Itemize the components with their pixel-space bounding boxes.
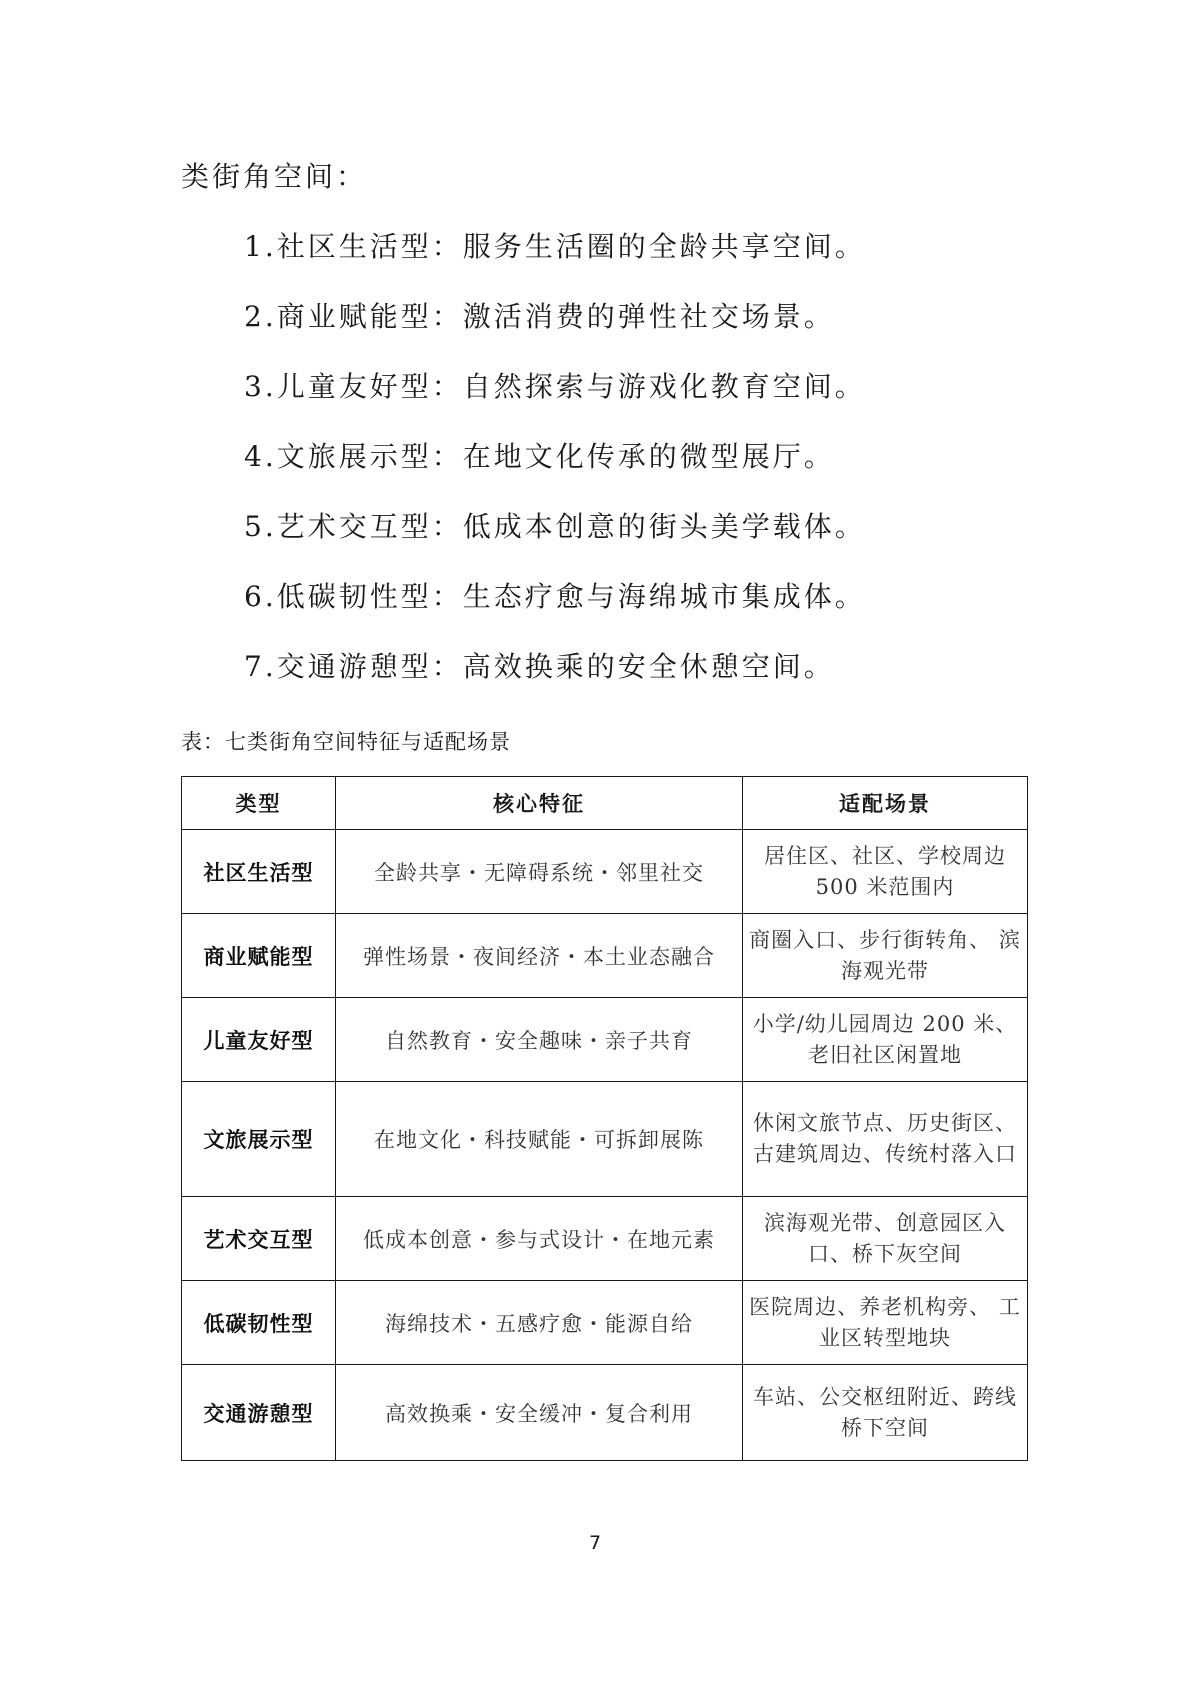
cell-scene: 居住区、社区、学校周边 500 米范围内 [743,830,1028,914]
cell-scene: 滨海观光带、创意园区入口、桥下灰空间 [743,1197,1028,1281]
cell-type: 交通游憩型 [182,1365,336,1461]
list-item: 7.交通游憩型：高效换乘的安全休憩空间。 [244,650,835,683]
cell-features: 全龄共享・无障碍系统・邻里社交 [336,830,743,914]
type-list [244,227,866,717]
list-item: 2.商业赋能型：激活消费的弹性社交场景。 [244,300,835,333]
cell-scene: 车站、公交枢纽附近、跨线桥下空间 [743,1365,1028,1461]
header-features: 核心特征 [336,777,743,830]
table-row [182,830,1028,914]
table-header-row [182,777,1028,830]
table-row [182,1365,1028,1461]
cell-type: 艺术交互型 [182,1197,336,1281]
list-item: 6.低碳韧性型：生态疗愈与海绵城市集成体。 [244,580,866,613]
cell-features: 高效换乘・安全缓冲・复合利用 [336,1365,743,1461]
cell-features: 在地文化・科技赋能・可拆卸展陈 [336,1082,743,1197]
header-type: 类型 [182,777,336,830]
cell-scene: 小学/幼儿园周边 200 米、老旧社区闲置地 [743,998,1028,1082]
space-type-table [181,776,1028,1461]
cell-features: 低成本创意・参与式设计・在地元素 [336,1197,743,1281]
cell-type: 低碳韧性型 [182,1281,336,1365]
table-row [182,1197,1028,1281]
header-scene: 适配场景 [743,777,1028,830]
cell-type: 儿童友好型 [182,998,336,1082]
list-item: 3.儿童友好型：自然探索与游戏化教育空间。 [244,370,866,403]
cell-features: 海绵技术・五感疗愈・能源自给 [336,1281,743,1365]
cell-features: 弹性场景・夜间经济・本土业态融合 [336,914,743,998]
page-number: 7 [588,1532,602,1554]
cell-features: 自然教育・安全趣味・亲子共育 [336,998,743,1082]
list-item: 5.艺术交互型：低成本创意的街头美学载体。 [244,510,866,543]
table-row [182,1082,1028,1197]
list-item: 4.文旅展示型：在地文化传承的微型展厅。 [244,440,835,473]
table-row [182,998,1028,1082]
cell-scene: 商圈入口、步行街转角、 滨海观光带 [743,914,1028,998]
cell-type: 社区生活型 [182,830,336,914]
cell-scene: 休闲文旅节点、历史街区、古建筑周边、传统村落入口 [743,1082,1028,1197]
table-row [182,1281,1028,1365]
list-item: 1.社区生活型：服务生活圈的全龄共享空间。 [244,230,866,263]
cell-scene: 医院周边、养老机构旁、 工业区转型地块 [743,1281,1028,1365]
cell-type: 文旅展示型 [182,1082,336,1197]
table-row [182,914,1028,998]
table-caption: 表：七类街角空间特征与适配场景 [181,730,511,754]
cell-type: 商业赋能型 [182,914,336,998]
intro-text: 类街角空间： [181,160,368,193]
